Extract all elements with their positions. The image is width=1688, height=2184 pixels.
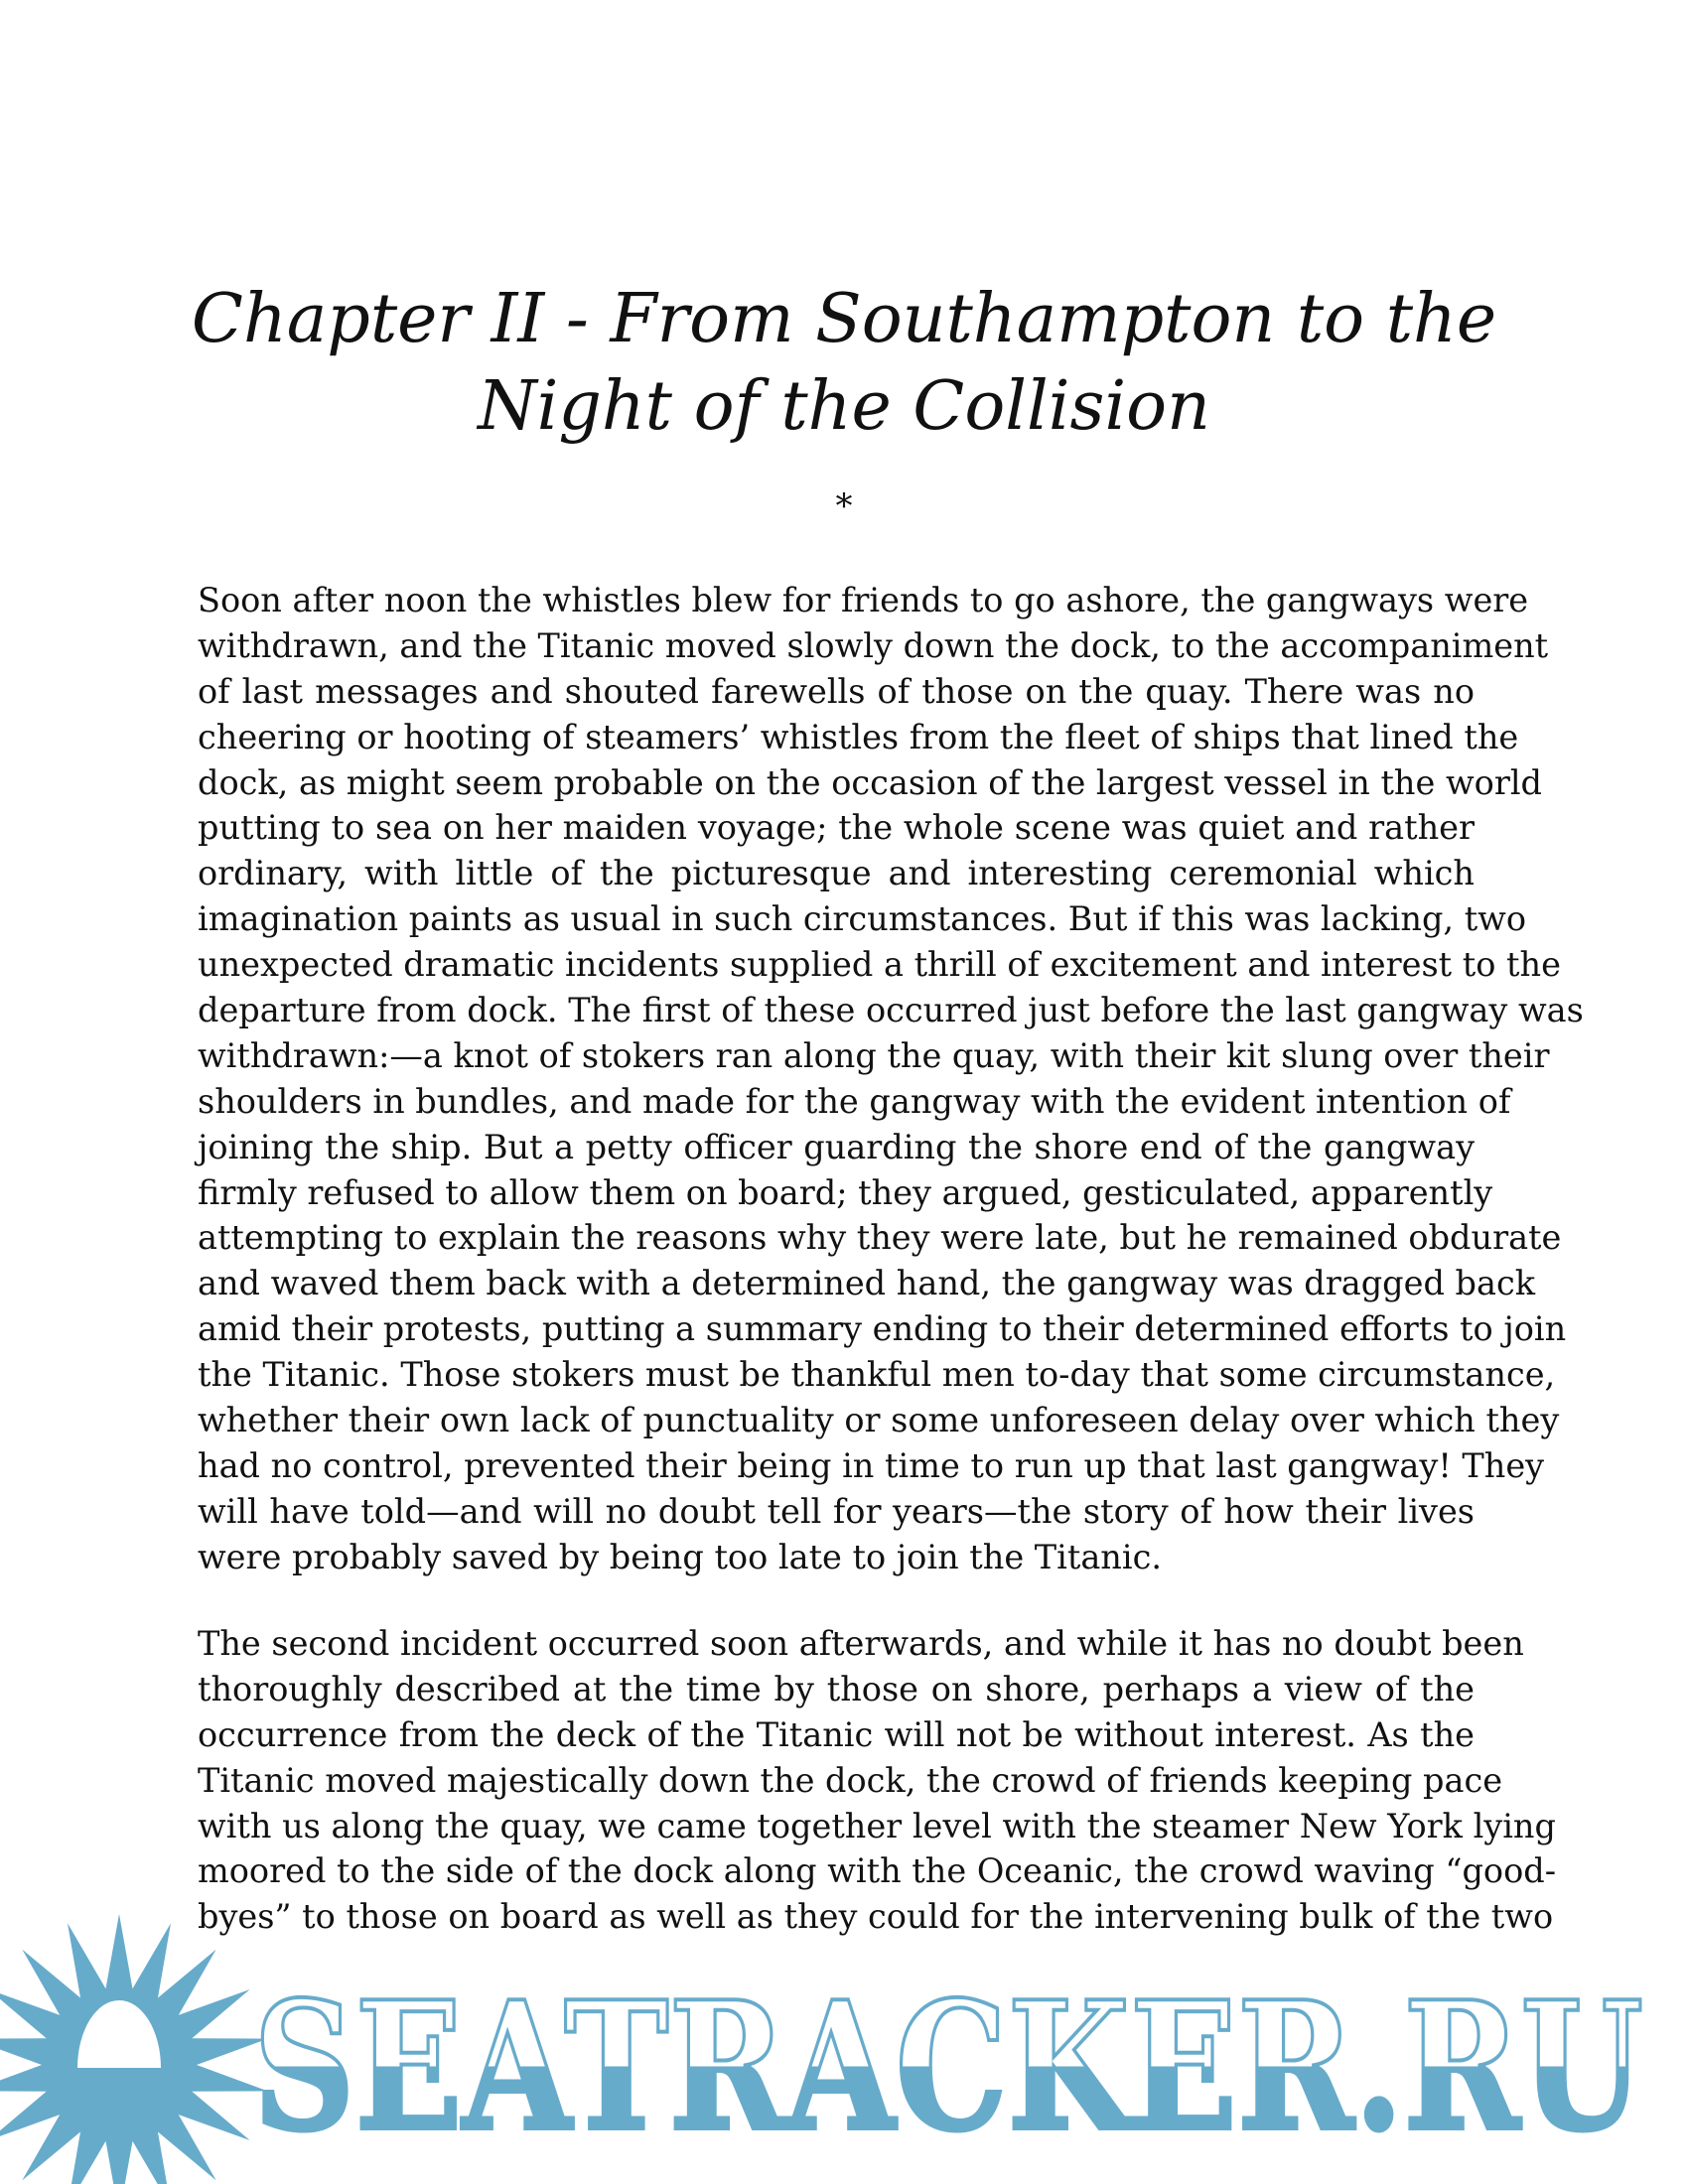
text-line: occurrence from the deck of the Titanic will not be without interest. As the — [198, 1714, 1475, 1754]
text-line: were probably saved by being too late to join the Titanic. — [198, 1537, 1162, 1576]
chapter-title-line: Chapter II - From Southampton to the — [191, 280, 1497, 358]
text-line: had no control, prevented their being in time to run up that last gangway! They — [198, 1445, 1545, 1485]
section-separator: * — [835, 486, 853, 526]
text-line: whether their own lack of punctuality or some unforeseen delay over which they — [198, 1401, 1560, 1440]
chapter-title — [149, 276, 1539, 451]
seatracker-logo — [0, 1914, 1688, 2184]
text-line: departure from dock. The first of these occurred just before the last gangway was — [198, 991, 1584, 1030]
text-line: ordinary, with little of the picturesque and interesting ceremonial which — [198, 854, 1475, 893]
text-line: putting to sea on her maiden voyage; the whole scene was quiet and rather — [198, 808, 1475, 848]
text-line: firmly refused to allow them on board; they argued, gesticulated, apparently — [198, 1172, 1493, 1212]
text-line: joining the ship. But a petty officer guarding the shore end of the gangway — [198, 1127, 1475, 1166]
text-line: shoulders in bundles, and made for the gangway with the evident intention of — [198, 1081, 1511, 1121]
text-line: Soon after noon the whistles blew for friends to go ashore, the gangways were — [198, 581, 1529, 619]
text-line: withdrawn:—a knot of stokers ran along the quay, with their kit slung over their — [198, 1035, 1550, 1075]
text-line: withdrawn, and the Titanic moved slowly down the dock, to the accompaniment — [198, 625, 1549, 665]
text-line: The second incident occurred soon afterwards, and while it has no doubt been — [198, 1624, 1524, 1663]
paragraph-1 — [198, 578, 1584, 1580]
text-line: of last messages and shouted farewells of those on the quay. There was no — [198, 671, 1475, 711]
text-line: byes” to those on board as well as they could for the intervening bulk of the two — [198, 1897, 1554, 1937]
text-line: the Titanic. Those stokers must be thankful men to-day that some circumstance, — [198, 1355, 1556, 1395]
text-line: thoroughly described at the time by those on shore, perhaps a view of the — [198, 1669, 1475, 1708]
text-line: imagination paints as usual in such circumstances. But if this was lacking, two — [198, 899, 1527, 939]
watermark-text: SEATRACKER.RU — [253, 1963, 1643, 2170]
text-line: Titanic moved majestically down the dock, the crowd of friends keeping pace — [198, 1760, 1503, 1800]
text-line: unexpected dramatic incidents supplied a thrill of excitement and interest to the — [198, 945, 1561, 985]
text-line: dock, as might seem probable on the occasion of the largest vessel in the world — [198, 762, 1542, 802]
text-line: and waved them back with a determined hand, the gangway was dragged back — [198, 1264, 1536, 1303]
sun-icon — [0, 1914, 268, 2184]
text-line: cheering or hooting of steamers’ whistles from the fleet of ships that lined the — [198, 717, 1519, 756]
paragraph-2 — [198, 1621, 1557, 1940]
text-line: attempting to explain the reasons why they were late, but he remained obdurate — [198, 1218, 1562, 1258]
text-line: will have told—and will no doubt tell for years—the story of how their lives — [198, 1491, 1475, 1531]
text-line: amid their protests, putting a summary ending to their determined efforts to join — [198, 1309, 1567, 1349]
text-line: with us along the quay, we came together level with the steamer New York lying — [198, 1806, 1556, 1845]
chapter-title-line: Night of the Collision — [478, 367, 1210, 446]
text-line: moored to the side of the dock along with the Oceanic, the crowd waving “good- — [198, 1851, 1557, 1891]
